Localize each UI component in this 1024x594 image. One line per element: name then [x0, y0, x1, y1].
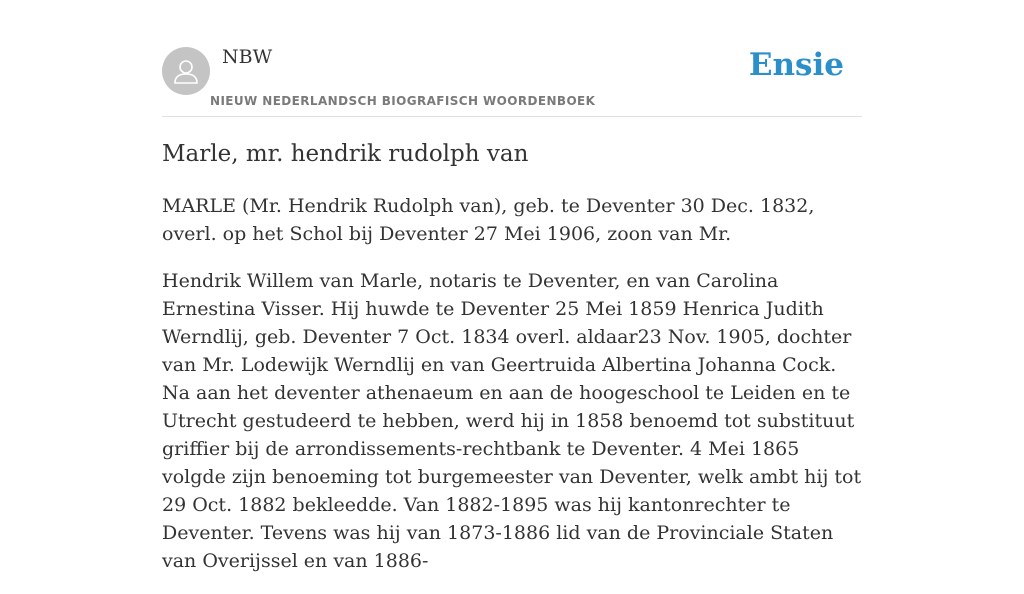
content-container	[162, 0, 862, 572]
brand-logo[interactable]: Ensie	[748, 47, 844, 83]
source-header	[162, 0, 862, 117]
source-title[interactable]: NBW	[222, 46, 273, 68]
article-paragraph: Hendrik Willem van Marle, notaris te Deventer, en van Carolina Ernestina Visser. Hij huwde te Deventer 25 Mei 1859 Henrica Judith Werndlij, geb. Deventer 7 Oct. 1834 overl. aldaar23 Nov. 1905, dochter van Mr. Lodewijk Werndlij en van Geertruida Albertina Johanna Cock. Na aan het deventer athenaeum en aan de hoogeschool te Leiden en te Utrecht gestudeerd te hebben, werd hij in 1858 benoemd tot substituut griffier bij de arrondissements-rechtbank te Deventer. 4 Mei 1865 volgde zijn benoeming tot burgemeester van Deventer, welk ambt hij tot 29 Oct. 1882 bekleedde. Van 1882-1895 was hij kantonrechter te Deventer. Tevens was hij van 1873-1886 lid van de Provinciale Staten van Overijssel en van 1886-	[162, 270, 862, 572]
page-title: Marle, mr. hendrik rudolph van	[162, 141, 529, 167]
user-icon	[171, 56, 201, 86]
article-paragraph: MARLE (Mr. Hendrik Rudolph van), geb. te Deventer 30 Dec. 1832, overl. op het Schol bij Deventer 27 Mei 1906, zoon van Mr.	[162, 195, 815, 245]
avatar[interactable]	[162, 47, 210, 95]
article-body	[162, 192, 862, 594]
source-subtitle: NIEUW NEDERLANDSCH BIOGRAFISCH WOORDENBOEK	[210, 94, 596, 108]
